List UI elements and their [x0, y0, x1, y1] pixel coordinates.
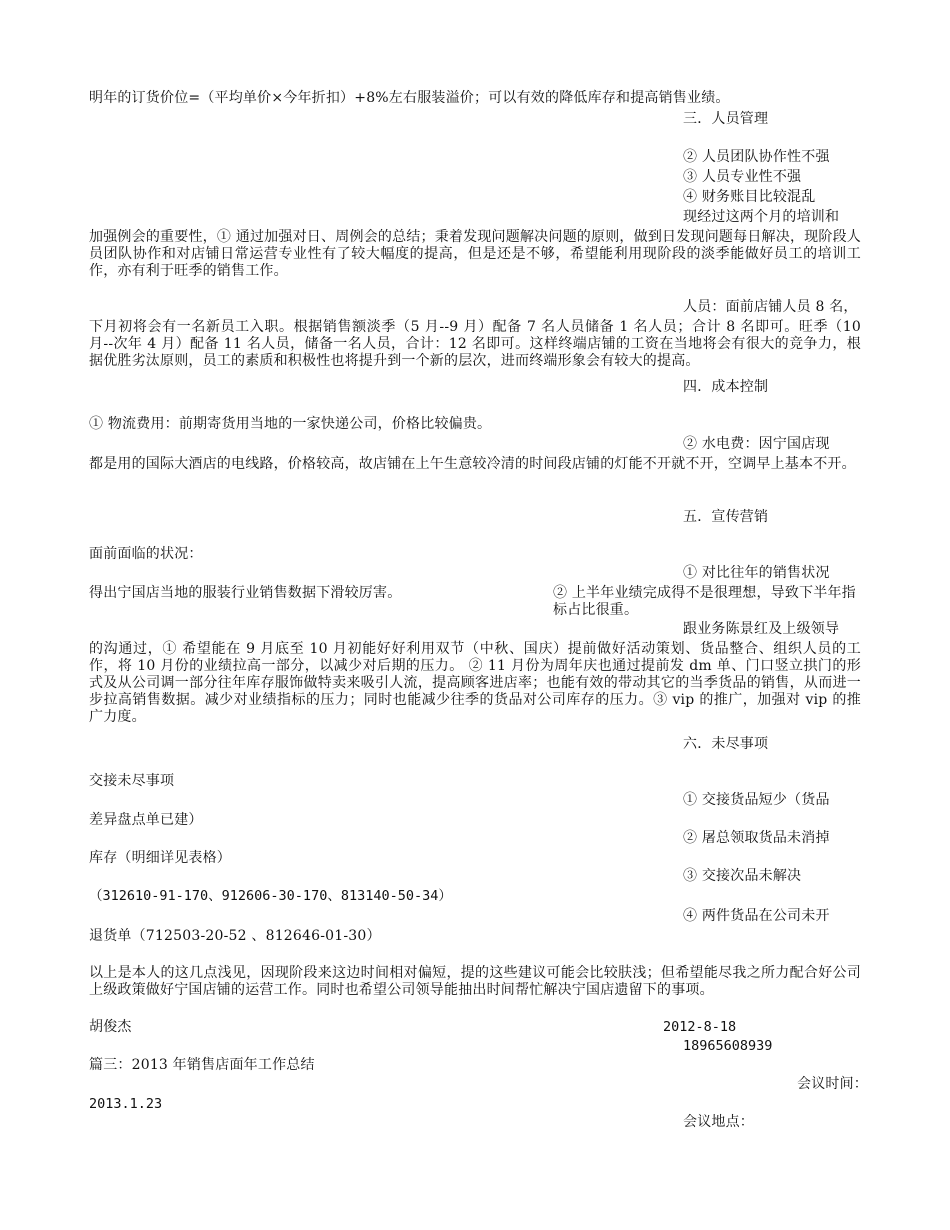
report-date: 2012-8-18	[663, 1019, 737, 1035]
pending-item-2-cont: 库存（明细详见表格）	[89, 850, 231, 866]
section-heading-cost: 四．成本控制	[683, 379, 769, 395]
issue-item-3: ③ 人员专业性不强	[683, 169, 802, 185]
issue-item-2: ② 人员团队协作性不强	[683, 149, 830, 165]
section-heading-marketing: 五．宣传营销	[683, 509, 769, 525]
current-situation-label: 面前面临的状况：	[89, 546, 203, 562]
pending-item-3-intro: ③ 交接次品未解决	[683, 868, 802, 884]
situation-item-1-intro: ① 对比往年的销售状况	[683, 565, 830, 581]
pending-item-1-intro: ① 交接货品短少（货品	[683, 792, 830, 808]
communication-intro: 跟业务陈景红及上级领导	[683, 621, 840, 637]
pending-handover-label: 交接未尽事项	[89, 773, 175, 789]
pending-item-1-cont: 差异盘点单已建）	[89, 812, 203, 828]
staff-count-intro: 人员：面前店铺人员 8 名，	[683, 299, 858, 315]
situation-item-2: ② 上半年业绩完成得不是很理想，导致下半年指标占比很重。	[553, 585, 856, 618]
pending-item-4-intro: ④ 两件货品在公司未开	[683, 908, 830, 924]
issue-item-4: ④ 财务账目比较混乱	[683, 189, 816, 205]
meeting-location-label: 会议地点：	[683, 1114, 754, 1130]
utility-cost-intro: ② 水电费：因宁国店现	[683, 436, 830, 452]
pending-item-2-intro: ② 屠总领取货品未消掉	[683, 830, 830, 846]
meeting-date: 2013.1.23	[89, 1096, 163, 1112]
marketing-plan-paragraph: 的沟通过，① 希望能在 9 月底至 10 月初能好好利用双节（中秋、国庆）提前做好活动策划、货品整合、组织人员的工作，将 10 月份的业绩拉高一部分，以减少对后期的压力。 ② 11 月份为周年庆也通过提前发 dm 单、门口竖立拱门的形式及从公司调一部分往年库存服饰做特卖来吸引人流，提高顾客进店率；也能有效的带动其它的当季货品的销售，从而进一步拉高销售数据。减少对业绩指标的压力；同时也能减少往季的货品对公司库存的压力。③ vip 的推广，加强对 vip 的推广力度。	[89, 641, 861, 725]
logistics-cost: ① 物流费用：前期寄货用当地的一家快递公司，价格比较偏贵。	[89, 416, 492, 432]
section-heading-personnel: 三．人员管理	[683, 111, 769, 127]
utility-cost-paragraph: 都是用的国际大酒店的电线路，价格较高，故店铺在上午生意较冷清的时间段店铺的灯能不开就不开，空调早上基本不开。	[89, 456, 856, 472]
order-price-formula: 明年的订货价位=（平均单价×今年折扣）+8%左右服装溢价；可以有效的降低库存和提高销售业绩。	[89, 90, 730, 106]
meeting-time-label: 会议时间：	[797, 1076, 868, 1092]
section-heading-pending: 六．未尽事项	[683, 736, 769, 752]
training-paragraph: 加强例会的重要性，① 通过加强对日、周例会的总结；秉着发现问题解决问题的原则，做到日发现问题每日解决，现阶段人员团队协作和对店铺日常运营专业性有了较大幅度的提高，但是还是不够，希望能利用现阶段的淡季能做好员工的培训工作，亦有利于旺季的销售工作。	[89, 229, 861, 279]
next-article-title: 篇三：2013 年销售店面年工作总结	[89, 1057, 315, 1073]
situation-item-1: 得出宁国店当地的服装行业销售数据下滑较厉害。	[89, 585, 402, 601]
author-phone: 18965608939	[683, 1038, 773, 1054]
closing-paragraph: 以上是本人的这几点浅见，因现阶段来这边时间相对偏短，提的这些建议可能会比较肤浅；但希望能尽我之所力配合好公司上级政策做好宁国店铺的运营工作。同时也希望公司领导能抽出时间帮忙解决宁国店遗留下的事项。	[89, 965, 861, 998]
staffing-paragraph: 下月初将会有一名新员工入职。根据销售额淡季（5 月--9 月）配备 7 名人员储备 1 名人员；合计 8 名即可。旺季（10 月--次年 4 月）配备 11 名人员，储备一名人员，合计：12 名即可。这样终端店铺的工资在当地将会有很大的竞争力，根据优胜劣汰原则，员工的素质和积极性也将提升到一个新的层次，进而终端形象会有较大的提高。	[89, 319, 861, 369]
pending-item-3-codes: （312610-91-170、912606-30-170、813140-50-34）	[89, 888, 452, 904]
training-intro: 现经过这两个月的培训和	[683, 209, 840, 225]
author-name: 胡俊杰	[89, 1019, 132, 1035]
pending-item-4-cont: 退货单（712503-20-52 、812646-01-30）	[89, 928, 381, 944]
